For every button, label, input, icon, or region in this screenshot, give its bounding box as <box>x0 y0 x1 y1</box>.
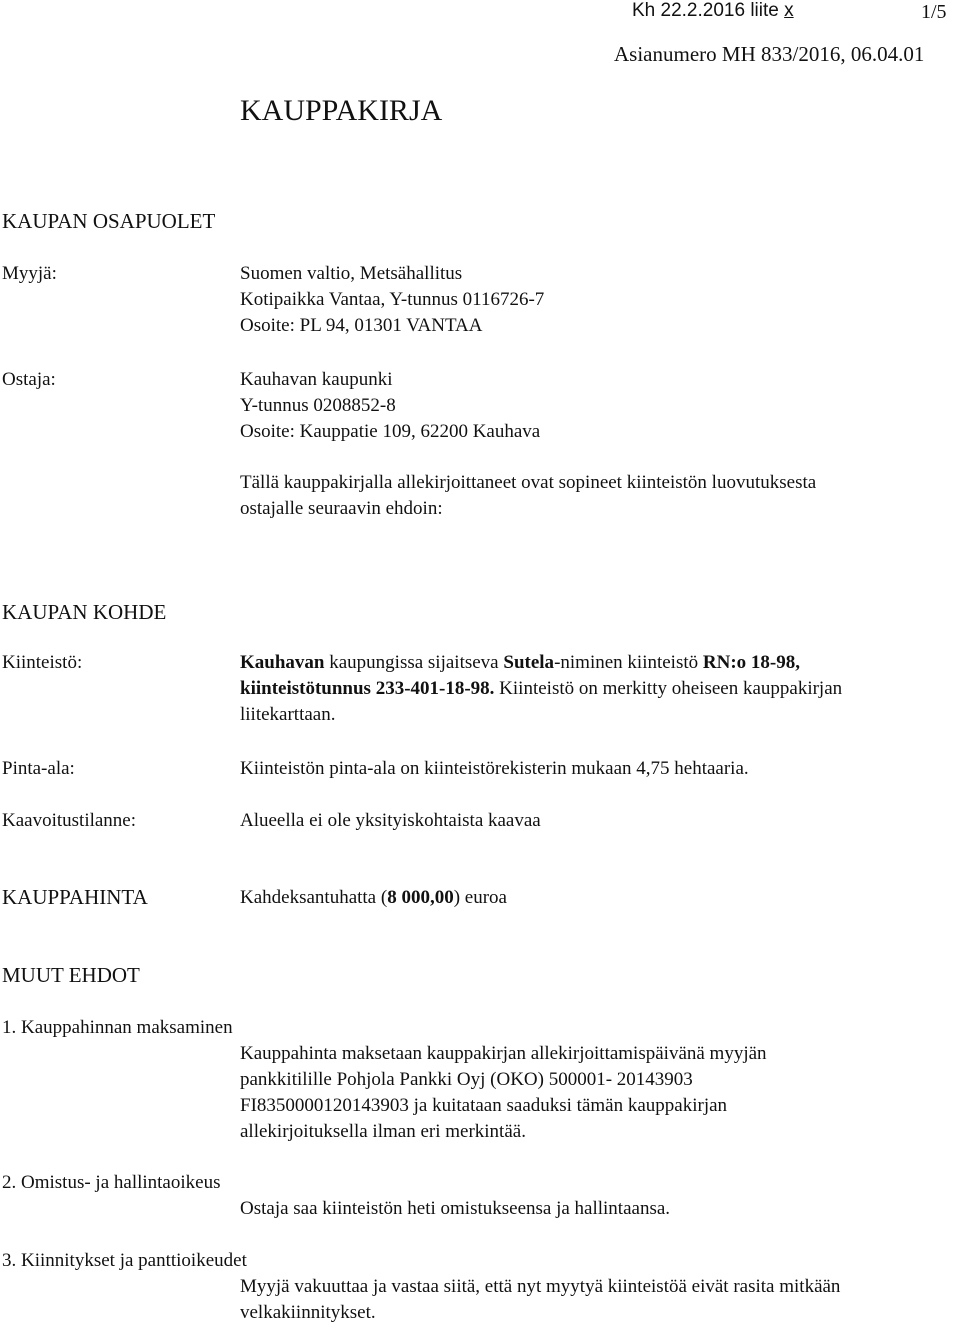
area-label: Pinta-ala: <box>2 758 75 779</box>
price-amount: 8 000,00 <box>387 887 454 908</box>
term-line: velkakiinnitykset. <box>240 1302 376 1323</box>
page-number: 1/5 <box>921 1 947 23</box>
section-heading-price: KAUPPAHINTA <box>2 885 148 909</box>
buyer-line: Y-tunnus 0208852-8 <box>240 395 396 416</box>
property-line-2: kiinteistötunnus 233-401-18-98. Kiinteistö on merkitty oheiseen kauppakirjan <box>240 678 843 699</box>
document-title: KAUPPAKIRJA <box>240 94 443 127</box>
attachment-number: x <box>784 0 794 21</box>
section-heading-other-terms: MUUT EHDOT <box>2 963 140 987</box>
seller-line: Osoite: PL 94, 01301 VANTAA <box>240 315 483 336</box>
case-number: Asianumero MH 833/2016, 06.04.01 <box>614 42 925 66</box>
property-id: kiinteistötunnus 233-401-18-98. <box>240 678 495 699</box>
register-number: RN:o 18-98, <box>702 652 800 673</box>
zoning-label: Kaavoitustilanne: <box>2 810 137 831</box>
seller-details <box>240 261 544 339</box>
seller-line: Suomen valtio, Metsähallitus <box>240 263 463 284</box>
term-3-body <box>240 1274 840 1326</box>
property-label: Kiinteistö: <box>2 652 83 673</box>
term-3-title: 3. Kiinnitykset ja panttioikeudet <box>2 1250 247 1271</box>
price-text: Kahdeksantuhatta (8 000,00) euroa <box>240 887 507 908</box>
buyer-line: Osoite: Kauppatie 109, 62200 Kauhava <box>240 421 541 442</box>
seller-label: Myyjä: <box>2 263 57 284</box>
municipality-name: Kauhavan <box>240 652 325 673</box>
meeting-reference <box>632 0 794 24</box>
term-line: Myyjä vakuuttaa ja vastaa siitä, että nyt myytyä kiinteistöä eivät rasita mitkään <box>240 1276 841 1297</box>
term-line: Kauppahinta maksetaan kauppakirjan allekirjoittamispäivänä myyjän <box>240 1043 767 1064</box>
buyer-label: Ostaja: <box>2 369 56 390</box>
buyer-line: Kauhavan kaupunki <box>240 369 393 390</box>
term-1-body <box>240 1041 767 1145</box>
property-description <box>240 650 842 728</box>
term-line: Ostaja saa kiinteistön heti omistukseensa ja hallintaansa. <box>240 1198 671 1219</box>
term-2-title: 2. Omistus- ja hallintaoikeus <box>2 1172 221 1193</box>
meeting-date-label: Kh 22.2.2016 liite <box>632 0 785 21</box>
property-name: Sutela <box>503 652 555 673</box>
agreement-intro <box>240 470 816 522</box>
term-line: allekirjoituksella ilman eri merkintää. <box>240 1121 526 1142</box>
intro-line: ostajalle seuraavin ehdoin: <box>240 498 443 519</box>
term-1-title: 1. Kauppahinnan maksaminen <box>2 1017 233 1038</box>
term-2-body <box>240 1196 670 1222</box>
section-heading-object: KAUPAN KOHDE <box>2 600 167 624</box>
property-line-1: Kauhavan kaupungissa sijaitseva Sutela-niminen kiinteistö RN:o 18-98, <box>240 652 800 673</box>
term-line: FI8350000120143903 ja kuitataan saaduksi tämän kauppakirjan <box>240 1095 728 1116</box>
buyer-details <box>240 367 540 445</box>
section-heading-parties: KAUPAN OSAPUOLET <box>2 209 216 233</box>
term-line: pankkitilille Pohjola Pankki Oyj (OKO) 500001- 20143903 <box>240 1069 693 1090</box>
intro-line: Tällä kauppakirjalla allekirjoittaneet ovat sopineet kiinteistön luovutuksesta <box>240 472 817 493</box>
property-line-3: liitekarttaan. <box>240 704 336 725</box>
area-text: Kiinteistön pinta-ala on kiinteistörekisterin mukaan 4,75 hehtaaria. <box>240 758 749 779</box>
seller-line: Kotipaikka Vantaa, Y-tunnus 0116726-7 <box>240 289 545 310</box>
zoning-text: Alueella ei ole yksityiskohtaista kaavaa <box>240 810 541 831</box>
